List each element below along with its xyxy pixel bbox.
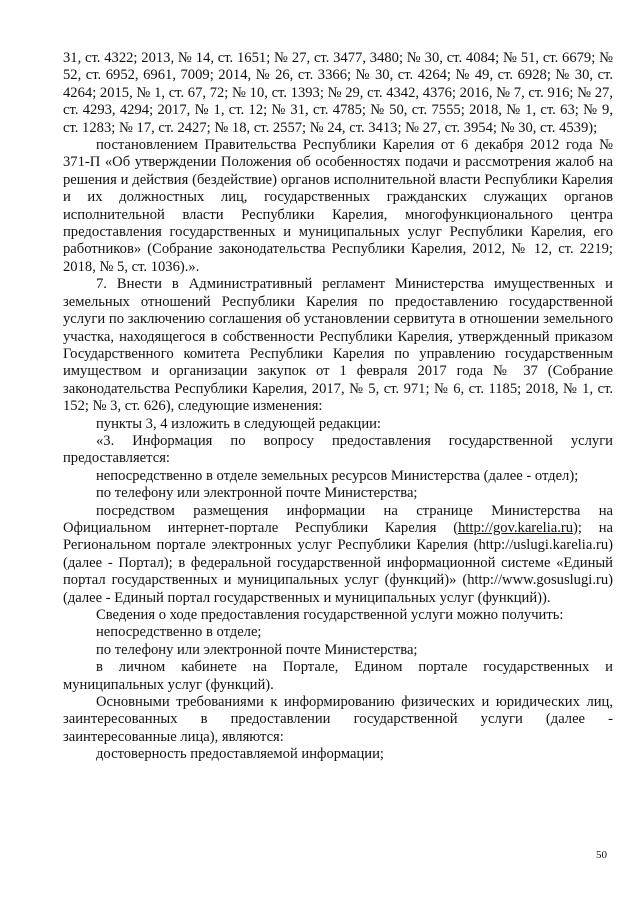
paragraph-reliability: достоверность предоставляемой информации;	[96, 746, 384, 763]
paragraph-progress-in-department: непосредственно в отделе;	[96, 624, 262, 641]
paragraph-personal-account: в личном кабинете на Портале, Едином портале государственных и муниципальных услуг (функций).	[63, 659, 613, 693]
portal-text-before: посредством размещения информации на странице Министерства на Официальном интернет-портале Республики Карелия (	[63, 502, 613, 536]
paragraph-requirements: Основными требованиями к информированию физических и юридических лиц, заинтересованных в предоставлении государственной услуги (далее - заинтересованные лица), являются:	[63, 694, 613, 745]
paragraph-points-3-4: пункты 3, 4 изложить в следующей редакции:	[96, 415, 381, 432]
paragraph-progress-info: Сведения о ходе предоставления государственной услуги можно получить:	[96, 607, 564, 623]
paragraph-point-3-intro: «3. Информация по вопросу предоставления государственной услуги предоставляется:	[63, 432, 613, 467]
document-body	[63, 50, 613, 764]
paragraph-citations-continued: 31, ст. 4322; 2013, № 14, ст. 1651; № 27, ст. 3477, 3480; № 30, ст. 4084; № 51, ст. 6679; № 52, ст. 6952, 6961, 7009; 2014, № 26, ст. 3366; № 30, ст. 4264; № 49, ст. 6928; № 30, ст. 4264; 2015, № 1, ст. 67, 72; № 10, ст. 1393; № 29, ст. 4342, 4376; 2016, № 7, ст. 916; № 27, ст. 4293, 4294; 2017, № 1, ст. 12; № 31, ст. 4785; № 50, ст. 7555; 2018, № 1, ст. 63; № 9, ст. 1283; № 17, ст. 2427; № 18, ст. 2557; № 24, ст. 3413; № 27, ст. 3954; № 30, ст. 4539);	[63, 50, 613, 136]
paragraph-portal-info	[63, 503, 613, 607]
paragraph-item-7: 7. Внести в Административный регламент Министерства имущественных и земельных отношений Республики Карелия по предоставлению государственной услуги по заключению соглашения об установлении сервитута в отношении земельного участка, находящегося в собственности Республики Карелия, утвержденный приказом Государственного комитета Республики Карелия по управлению государственным имуществом и организации закупок от 1 февраля 2017 года № 37 (Собрание законодательства Республики Карелия, 2017, № 5, ст. 971; № 6, ст. 1185; 2018, № 1, ст. 152; № 3, ст. 626), следующие изменения:	[63, 276, 613, 415]
page-number: 50	[596, 849, 607, 861]
portal-text-after: ); на Региональном портале электронных услуг Республики Карелия (http://uslugi.karelia.ru) (далее - Портал); в федеральной государственной информационной системе «Единый портал государственных и муниципальных услуг (функций)» (http://www.gosuslugi.ru) (далее - Единый портал государственных и муниципальных услуг (функций)).	[63, 519, 613, 606]
paragraph-progress-by-phone: по телефону или электронной почте Министерства;	[96, 641, 418, 658]
paragraph-by-phone: по телефону или электронной почте Министерства;	[96, 485, 418, 502]
gov-karelia-link[interactable]: http://gov.karelia.ru	[458, 519, 574, 536]
paragraph-in-department: непосредственно в отделе земельных ресурсов Министерства (далее - отдел);	[96, 467, 579, 484]
paragraph-government-decree: постановлением Правительства Республики Карелия от 6 декабря 2012 года № 371-П «Об утверждении Положения об особенностях подачи и рассмотрения жалоб на решения и действия (бездействие) органов исполнительной власти Республики Карелия и их должностных лиц, государственных гражданских служащих органов исполнительной власти Республики Карелия, многофункционального центра предоставления государственных и муниципальных услуг Республики Карелия, его работников» (Собрание законодательства Республики Карелия, 2012, № 12, ст. 2219; 2018, № 5, ст. 1036).».	[63, 137, 613, 275]
